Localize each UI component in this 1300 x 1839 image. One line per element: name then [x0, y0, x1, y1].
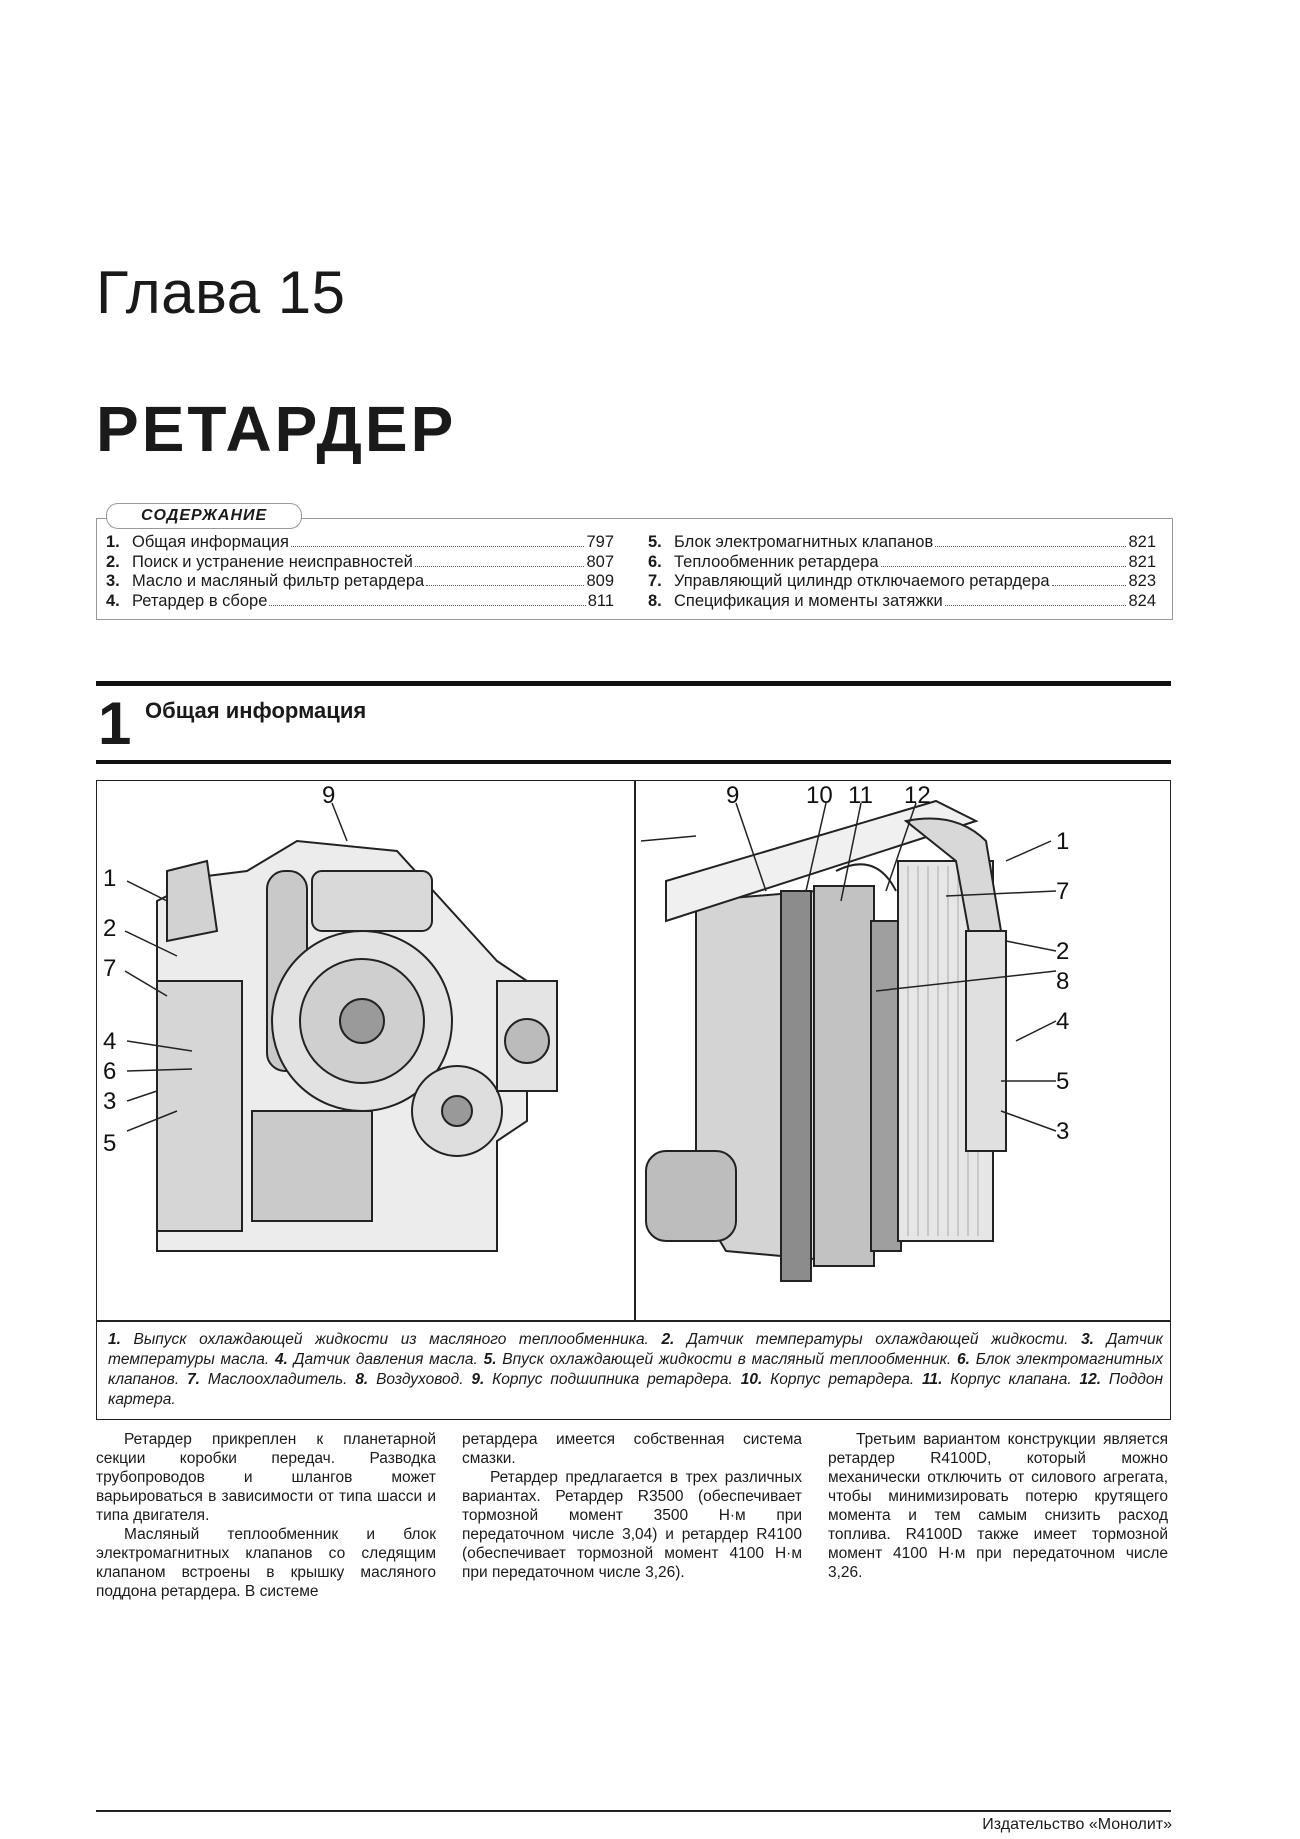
toc-item[interactable] [648, 553, 1156, 573]
caption-text: Корпус клапана. [942, 1371, 1080, 1388]
caption-number: 6. [957, 1351, 970, 1368]
toc-leader [415, 566, 585, 567]
callout-label: 8 [1056, 968, 1070, 995]
toc-item-number: 8. [648, 591, 662, 610]
caption-text: Блок электромагнитных клапанов. [108, 1351, 1163, 1388]
caption-text: Выпуск охлаждающей жидкости из масляного теплообменника. [120, 1331, 662, 1348]
callout-label: 5 [103, 1130, 117, 1157]
callout-label: 5 [1056, 1068, 1070, 1095]
toc-item-title: Масло и масляный фильтр ретардера [132, 572, 425, 590]
retarder-right-view-illustration [636, 781, 1170, 1319]
callout-label: 12 [904, 782, 931, 809]
toc-leader [426, 585, 584, 586]
toc-item-title: Теплообменник ретардера [674, 552, 879, 571]
toc-item-title: Спецификация и моменты затяжки [674, 591, 943, 610]
toc-item-page: 797 [586, 533, 614, 551]
caption-number: 11. [922, 1371, 943, 1388]
paragraph: Третьим вариантом конструкции является ретардер R4100D, который можно механически отключить от силового агрегата, чтобы минимизировать потерю крутящего момента и тем самым снизить расход топлива. R4100D также имеет тормозной момент 4100 Н·м при передаточном числе 3,26. [828, 1431, 1168, 1581]
page-title: РЕТАРДЕР [96, 393, 457, 465]
caption-number: 3. [1081, 1331, 1094, 1348]
callout-label: 6 [103, 1058, 117, 1085]
caption-text: Датчик давления масла. [287, 1351, 484, 1368]
section-number: 1 [98, 690, 132, 757]
paragraph: Ретардер прикреплен к планетарной секции коробки передач. Разводка трубопроводов и шлангов может варьироваться в зависимости от типа шасси и типа двигателя. [96, 1431, 436, 1524]
caption-number: 2. [661, 1331, 675, 1348]
callout-label: 1 [1056, 828, 1070, 855]
toc-leader [1052, 585, 1127, 586]
body-column-2 [462, 1430, 802, 1582]
callout-label: 1 [103, 865, 117, 892]
callout-label: 7 [103, 955, 117, 982]
retarder-left-view-illustration [97, 781, 633, 1319]
callout-label: 3 [103, 1088, 117, 1115]
body-column-3 [828, 1430, 1168, 1582]
toc-column-left [106, 533, 614, 611]
callout-label: 2 [103, 915, 117, 942]
toc-item-number: 3. [106, 572, 120, 590]
caption-number: 4. [274, 1351, 288, 1368]
toc-item-title: Поиск и устранение неисправностей [132, 552, 413, 571]
toc-header: СОДЕРЖАНИЕ [106, 503, 302, 529]
toc-item-page: 821 [1128, 533, 1156, 551]
caption-number: 12. [1079, 1371, 1102, 1388]
toc-item-page: 821 [1128, 552, 1156, 571]
callout-label: 10 [806, 782, 833, 809]
toc-item-title: Общая информация [132, 533, 289, 551]
toc-leader [881, 566, 1127, 567]
caption-number: 1. [108, 1331, 121, 1348]
caption-text: Впуск охлаждающей жидкости в масляный теплообменник. [496, 1351, 957, 1368]
caption-number: 9. [471, 1371, 485, 1388]
toc-leader [269, 605, 585, 606]
section-title: Общая информация [145, 698, 367, 723]
callout-label: 9 [322, 782, 336, 809]
caption-text: Корпус ретардера. [762, 1371, 922, 1388]
toc-item[interactable] [106, 553, 614, 573]
toc-item[interactable] [106, 592, 614, 612]
toc-item-number: 4. [106, 591, 120, 610]
toc-leader [945, 605, 1127, 606]
caption-text: Маслоохладитель. [200, 1371, 356, 1388]
toc-item-title: Блок электромагнитных клапанов [674, 533, 934, 551]
callout-label: 2 [1056, 938, 1070, 965]
paragraph: Масляный теплообменник и блок электромагнитных клапанов со следящим клапаном встроены в крышку масляного поддона ретардера. В системе [96, 1526, 436, 1600]
paragraph: ретардера имеется собственная система смазки. [462, 1431, 802, 1467]
callout-label: 3 [1056, 1118, 1070, 1145]
toc-item-number: 5. [648, 533, 662, 551]
figure-caption-rule [96, 1320, 1171, 1322]
callout-label: 4 [1056, 1008, 1070, 1035]
toc-item[interactable] [106, 533, 614, 553]
toc-column-right [648, 533, 1156, 611]
publisher-footer: Издательство «Монолит» [982, 1816, 1172, 1833]
toc-item[interactable] [648, 572, 1156, 592]
caption-text: Воздуховод. [368, 1371, 472, 1388]
callout-label: 9 [726, 782, 740, 809]
body-column-1 [96, 1430, 436, 1601]
toc-item-title: Управляющий цилиндр отключаемого ретардера [674, 572, 1050, 590]
toc-leader [291, 546, 585, 547]
toc-item-title: Ретардер в сборе [132, 591, 268, 610]
toc-item-number: 2. [106, 552, 120, 571]
callout-label: 7 [1056, 878, 1070, 905]
paragraph: Ретардер предлагается в трех различных вариантах. Ретардер R3500 (обеспечивает тормозной момент 3500 Н·м при передаточном числе 3,04) и ретардер R4100 (обеспечивает тормозной момент 4100 Н·м при передаточном числе 3,26). [462, 1469, 802, 1581]
toc-item[interactable] [106, 572, 614, 592]
chapter-heading: Глава 15 [96, 259, 346, 326]
caption-number: 7. [187, 1371, 200, 1388]
caption-number: 10. [740, 1371, 763, 1388]
caption-text: Корпус подшипника ретардера. [484, 1371, 741, 1388]
toc-item-number: 1. [106, 533, 120, 551]
caption-text: Датчик температуры охлаждающей жидкости. [674, 1331, 1082, 1348]
section-rule-bottom [96, 760, 1171, 764]
callout-label: 11 [848, 782, 873, 809]
callout-label: 4 [103, 1028, 117, 1055]
caption-text: Датчик температуры масла. [108, 1331, 1163, 1368]
caption-number: 5. [483, 1351, 497, 1368]
figure-caption [108, 1330, 1163, 1410]
toc-item[interactable] [648, 592, 1156, 612]
section-rule-top [96, 681, 1171, 686]
toc-leader [935, 546, 1126, 547]
footer-rule [96, 1810, 1171, 1812]
toc-item-page: 807 [586, 552, 614, 571]
toc-item-number: 6. [648, 552, 662, 571]
caption-text: Поддон картера. [108, 1371, 1164, 1408]
toc-item-page: 811 [587, 591, 614, 610]
caption-number: 8. [355, 1371, 369, 1388]
toc-item-page: 809 [586, 572, 614, 590]
toc-item-number: 7. [648, 572, 662, 590]
toc-item-page: 823 [1128, 572, 1156, 590]
toc-item[interactable] [648, 533, 1156, 553]
toc-item-page: 824 [1128, 591, 1156, 610]
